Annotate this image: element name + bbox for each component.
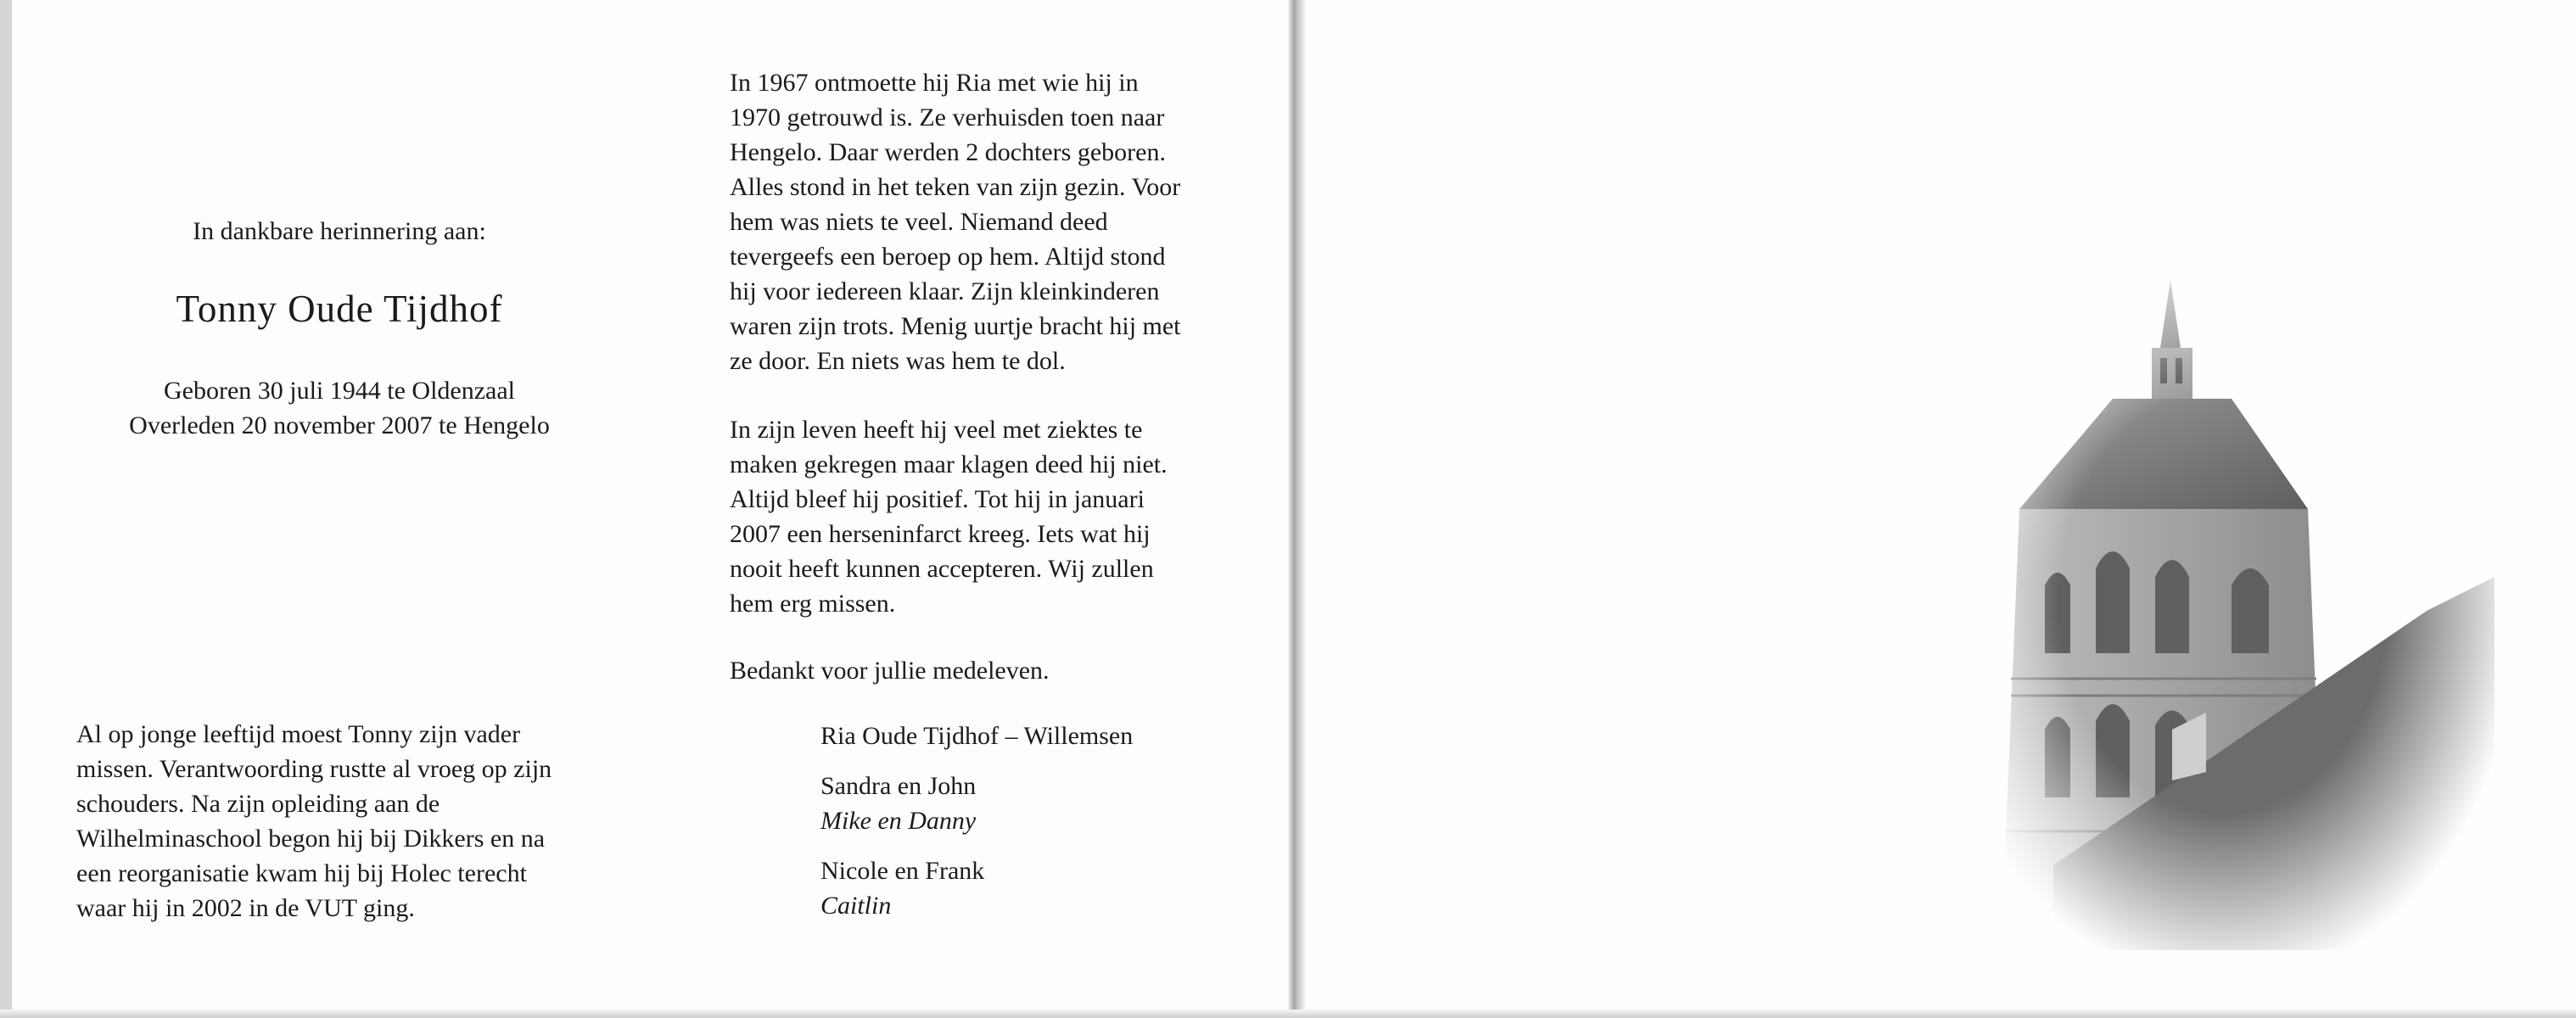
text-line: Al op jonge leeftijd moest Tonny zijn vader <box>76 720 521 748</box>
church-tower-image <box>1952 255 2495 950</box>
life-story-paragraph <box>730 65 1234 378</box>
family-signature <box>820 719 1245 923</box>
text-line: missen. Verantwoording rustte al vroeg op zijn <box>76 755 552 783</box>
card-fold <box>1288 0 1305 1018</box>
text-line: hij voor iedereen klaar. Zijn kleinkinderen <box>730 277 1160 305</box>
text-line: In 1967 ontmoette hij Ria met wie hij in <box>730 69 1139 97</box>
text-line: waar hij in 2002 in de VUT ging. <box>76 894 415 922</box>
grandchildren-names: Caitlin <box>820 892 892 920</box>
text-line: nooit heeft kunnen accepteren. Wij zullen <box>730 555 1154 583</box>
text-line: schouders. Na zijn opleiding aan de <box>76 790 440 818</box>
text-line: ze door. En niets was hem te dol. <box>730 347 1066 375</box>
text-line: een reorganisatie kwam hij bij Holec terecht <box>76 859 527 887</box>
text-line: waren zijn trots. Menig uurtje bracht hij met <box>730 312 1181 340</box>
text-line: Altijd bleef hij positief. Tot hij in januari <box>730 485 1145 513</box>
card-bottom-edge <box>0 1010 2576 1018</box>
family-names: Nicole en Frank <box>820 857 985 885</box>
spouse-name: Ria Oude Tijdhof – Willemsen <box>820 722 1134 750</box>
text-line: Wilhelminaschool begon hij bij Dikkers en na <box>76 825 546 853</box>
grandchildren-names: Mike en Danny <box>820 807 977 835</box>
text-line: tevergeefs een beroep op hem. Altijd stond <box>730 243 1166 271</box>
birth-line: Geboren 30 juli 1944 te Oldenzaal <box>163 377 516 405</box>
bio-paragraph <box>76 717 608 926</box>
text-line: maken gekregen maar klagen deed hij niet. <box>730 450 1168 478</box>
text-line: Hengelo. Daar werden 2 dochters geboren. <box>730 138 1166 166</box>
thanks-line: Bedankt voor jullie medeleven. <box>730 657 1050 685</box>
text-line: 1970 getrouwd is. Ze verhuisden toen naar <box>730 103 1165 131</box>
text-line: In zijn leven heeft hij veel met ziektes te <box>730 416 1143 444</box>
illness-paragraph <box>730 412 1234 621</box>
text-line: hem was niets te veel. Niemand deed <box>730 208 1108 236</box>
text-line: hem erg missen. <box>730 590 896 618</box>
death-line: Overleden 20 november 2007 te Hengelo <box>129 411 550 439</box>
text-line: 2007 een herseninfarct kreeg. Iets wat hij <box>730 520 1151 548</box>
dedication-line: In dankbare herinnering aan: <box>193 217 486 245</box>
deceased-name: Tonny Oude Tijdhof <box>176 288 503 330</box>
text-line: Alles stond in het teken van zijn gezin. Voor <box>730 173 1181 201</box>
family-names: Sandra en John <box>820 772 977 800</box>
